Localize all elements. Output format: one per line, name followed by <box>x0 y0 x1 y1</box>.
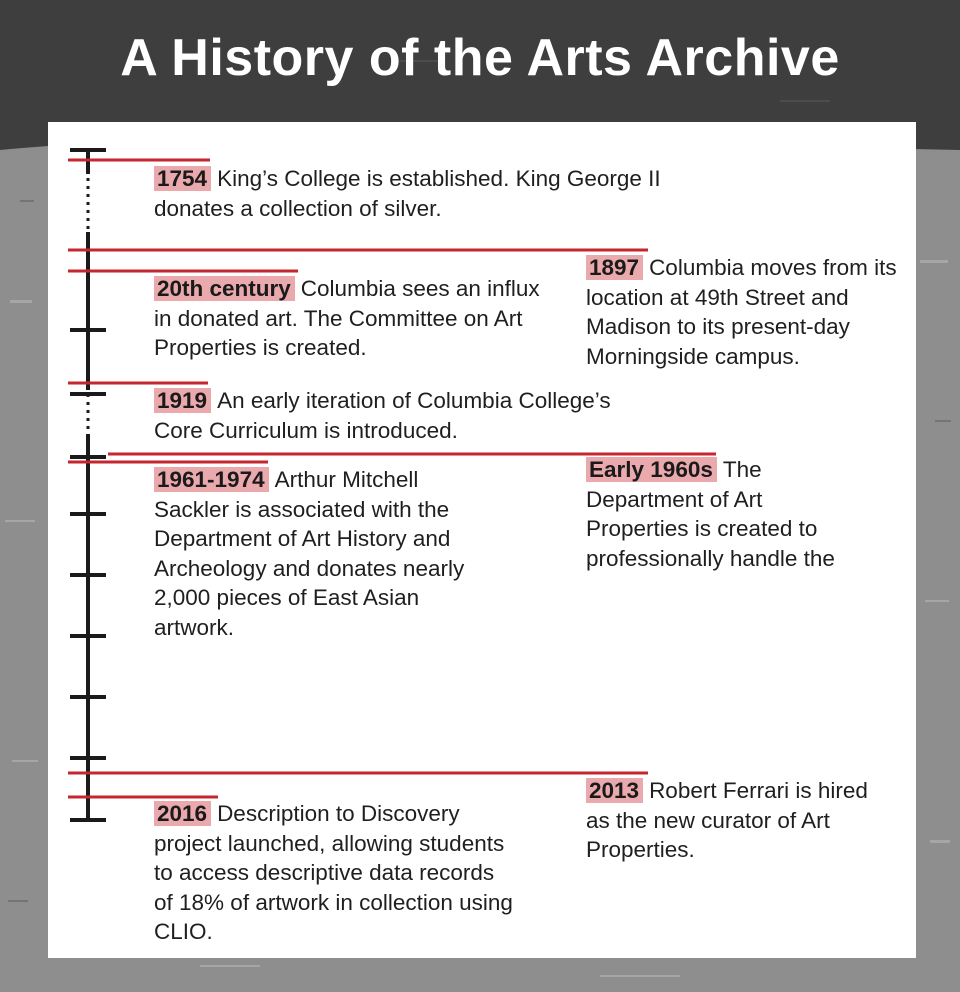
event-year: 1961-1974 <box>154 467 269 492</box>
event-year: 2013 <box>586 778 643 803</box>
timeline-event-1754 <box>154 164 674 223</box>
event-year: 1897 <box>586 255 643 280</box>
event-year: Early 1960s <box>586 457 717 482</box>
event-description: Description to Discovery project launched, allowing students to access descriptive data records of 18% of artwork in collection using CLIO. <box>154 801 513 944</box>
timeline-event-early-1960s <box>586 455 841 573</box>
timeline-event-1961-1974 <box>154 465 474 642</box>
page-title: A History of the Arts Archive <box>120 29 840 87</box>
event-description: Columbia moves from its location at 49th Street and Madison to its present-day Morningside campus. <box>586 255 897 369</box>
event-description: Arthur Mitchell Sackler is associated with the Department of Art History and Archeology and donates nearly 2,000 pieces of East Asian artwork. <box>154 467 465 640</box>
timeline-event-2016 <box>154 799 514 947</box>
event-description: King’s College is established. King George II donates a collection of silver. <box>154 166 661 221</box>
timeline-event-20th-century <box>154 274 544 363</box>
event-year: 1919 <box>154 388 211 413</box>
timeline-event-1897 <box>586 253 901 371</box>
event-year: 2016 <box>154 801 211 826</box>
event-year: 20th century <box>154 276 295 301</box>
timeline-panel <box>48 122 916 958</box>
event-description: Robert Ferrari is hired as the new curator of Art Properties. <box>586 778 868 862</box>
event-description: The Department of Art Properties is created to professionally handle the <box>586 457 835 571</box>
timeline-event-1919 <box>154 386 634 445</box>
event-year: 1754 <box>154 166 211 191</box>
event-description: An early iteration of Columbia College’s Core Curriculum is introduced. <box>154 388 611 443</box>
event-description: Columbia sees an influx in donated art. The Committee on Art Properties is created. <box>154 276 540 360</box>
timeline-event-2013 <box>586 776 886 865</box>
